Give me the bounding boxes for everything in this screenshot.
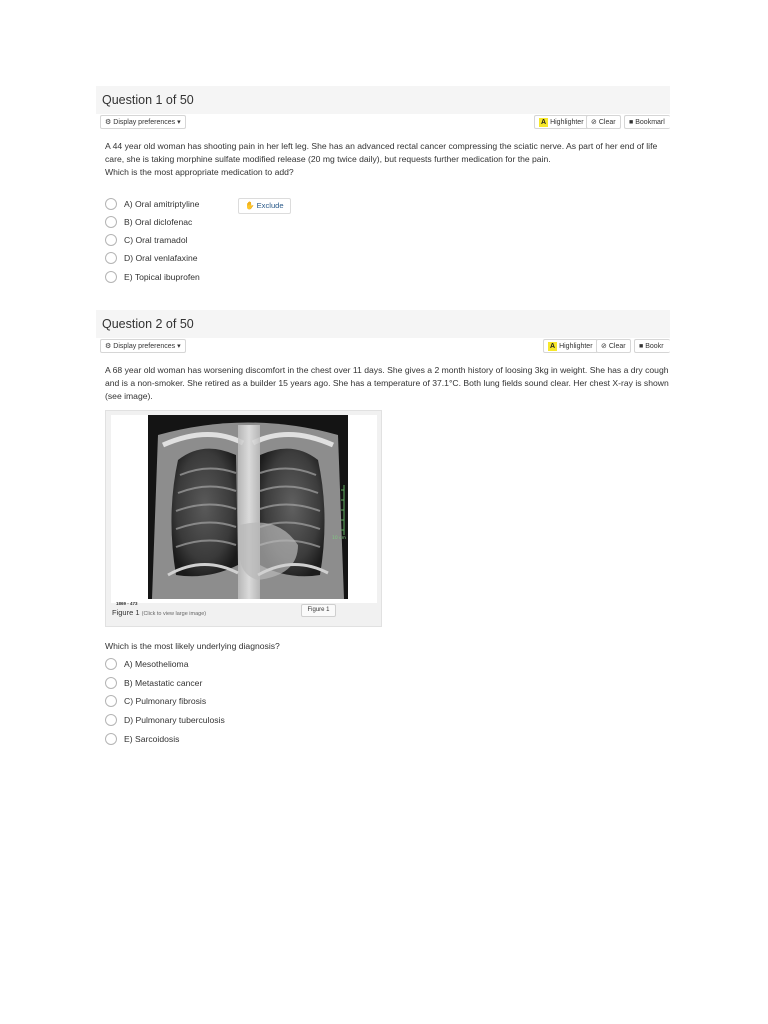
question-1-stem (105, 140, 670, 179)
chest-xray-graphic (148, 415, 348, 599)
option-label: E) Sarcoidosis (124, 734, 180, 744)
bookmark-label: Bookr (645, 343, 664, 350)
radio-button[interactable] (105, 733, 117, 745)
clear-label: Clear (598, 119, 616, 126)
question-2-prompt-container (105, 640, 670, 653)
radio-button[interactable] (105, 234, 117, 246)
question-2-scenario: A 68 year old woman has worsening discomfort in the chest over 11 days. She gives a 2 month history of loosing 3kg in weight. She has a dry cough and is a non-smoker. She retired as a builder 15 years ago. She has a temperature of 37.1°C. Both lung fields sound clear. Her chest X-ray is shown (see image). (105, 365, 669, 401)
option-label: B) Metastatic cancer (124, 678, 203, 688)
option-label: A) Oral amitriptyline (124, 199, 200, 209)
radio-button[interactable] (105, 677, 117, 689)
figure-caption[interactable] (112, 608, 206, 617)
question-2-stem (105, 364, 670, 403)
option-label: C) Oral tramadol (124, 235, 188, 245)
clear-button[interactable] (586, 115, 621, 129)
caret-down-icon: ▾ (177, 343, 181, 350)
exclude-button[interactable] (238, 198, 291, 214)
figure-1-button[interactable]: Figure 1 (301, 604, 336, 617)
highlighter-button[interactable] (543, 339, 598, 353)
question-2-toolbar (100, 339, 670, 355)
q2-option-c[interactable] (105, 694, 206, 708)
exclude-label: Exclude (256, 201, 284, 210)
gear-icon: ⚙ (105, 119, 112, 126)
bookmark-icon: ■ (629, 119, 634, 126)
figure-container[interactable] (105, 410, 382, 627)
thumbs-down-icon: ✋ (245, 201, 255, 210)
radio-button[interactable] (105, 271, 117, 283)
highlighter-button[interactable] (534, 115, 589, 129)
figure-hint: (Click to view large image) (141, 611, 207, 617)
option-label: D) Oral venlafaxine (124, 253, 198, 263)
option-label: D) Pulmonary tuberculosis (124, 715, 225, 725)
highlighter-icon: A (541, 119, 547, 126)
bookmark-icon: ■ (639, 343, 644, 350)
gear-icon: ⚙ (105, 343, 112, 350)
xray-scale-label: 10 cm (332, 536, 347, 541)
clear-icon: ⊘ (601, 343, 607, 350)
figure-frame (111, 415, 377, 606)
question-2-title: Question 2 of 50 (102, 317, 194, 331)
q2-option-a[interactable] (105, 657, 188, 671)
q1-option-e[interactable] (105, 270, 200, 284)
clear-button[interactable] (596, 339, 631, 353)
q2-option-e[interactable] (105, 732, 179, 746)
radio-button[interactable] (105, 714, 117, 726)
radio-button[interactable] (105, 658, 117, 670)
question-1-toolbar (100, 115, 670, 131)
display-preferences-button[interactable] (100, 115, 186, 129)
caret-down-icon: ▾ (177, 119, 181, 126)
radio-button[interactable] (105, 198, 117, 210)
q2-option-d[interactable] (105, 713, 225, 727)
highlighter-icon: A (550, 343, 556, 350)
highlighter-label: Highlighter (550, 119, 584, 126)
option-label: E) Topical ibuprofen (124, 272, 200, 282)
q1-option-d[interactable] (105, 251, 198, 265)
bookmark-label: Bookmarl (635, 119, 665, 126)
question-1-prompt: Which is the most appropriate medication to add? (105, 167, 294, 177)
display-preferences-button[interactable] (100, 339, 186, 353)
q1-option-c[interactable] (105, 233, 188, 247)
option-label: B) Oral diclofenac (124, 217, 193, 227)
bookmark-button[interactable] (624, 115, 670, 129)
radio-button[interactable] (105, 216, 117, 228)
xray-code: 1869 - 473 (116, 601, 138, 606)
q2-option-b[interactable] (105, 676, 202, 690)
option-label: C) Pulmonary fibrosis (124, 696, 207, 706)
radio-button[interactable] (105, 695, 117, 707)
question-1-title: Question 1 of 50 (102, 93, 194, 107)
radio-button[interactable] (105, 252, 117, 264)
chest-xray-image[interactable] (148, 415, 348, 599)
question-1-scenario: A 44 year old woman has shooting pain in her left leg. She has an advanced rectal cancer compressing the sciatic nerve. As part of her end of life care, she is taking morphine sulfate modified release (20 mg twice daily), but requests further medication for the pain. (105, 141, 658, 164)
question-2-header (96, 310, 670, 338)
question-1-header (96, 86, 670, 114)
question-2-prompt: Which is the most likely underlying diagnosis? (105, 641, 280, 651)
q1-option-b[interactable] (105, 215, 192, 229)
display-preferences-label: Display preferences (113, 343, 176, 350)
bookmark-button[interactable] (634, 339, 670, 353)
clear-label: Clear (608, 343, 626, 350)
figure-label: Figure 1 (112, 608, 140, 617)
display-preferences-label: Display preferences (113, 119, 176, 126)
option-label: A) Mesothelioma (124, 659, 189, 669)
clear-icon: ⊘ (591, 119, 597, 126)
q1-option-a[interactable] (105, 197, 199, 211)
highlighter-label: Highlighter (559, 343, 593, 350)
